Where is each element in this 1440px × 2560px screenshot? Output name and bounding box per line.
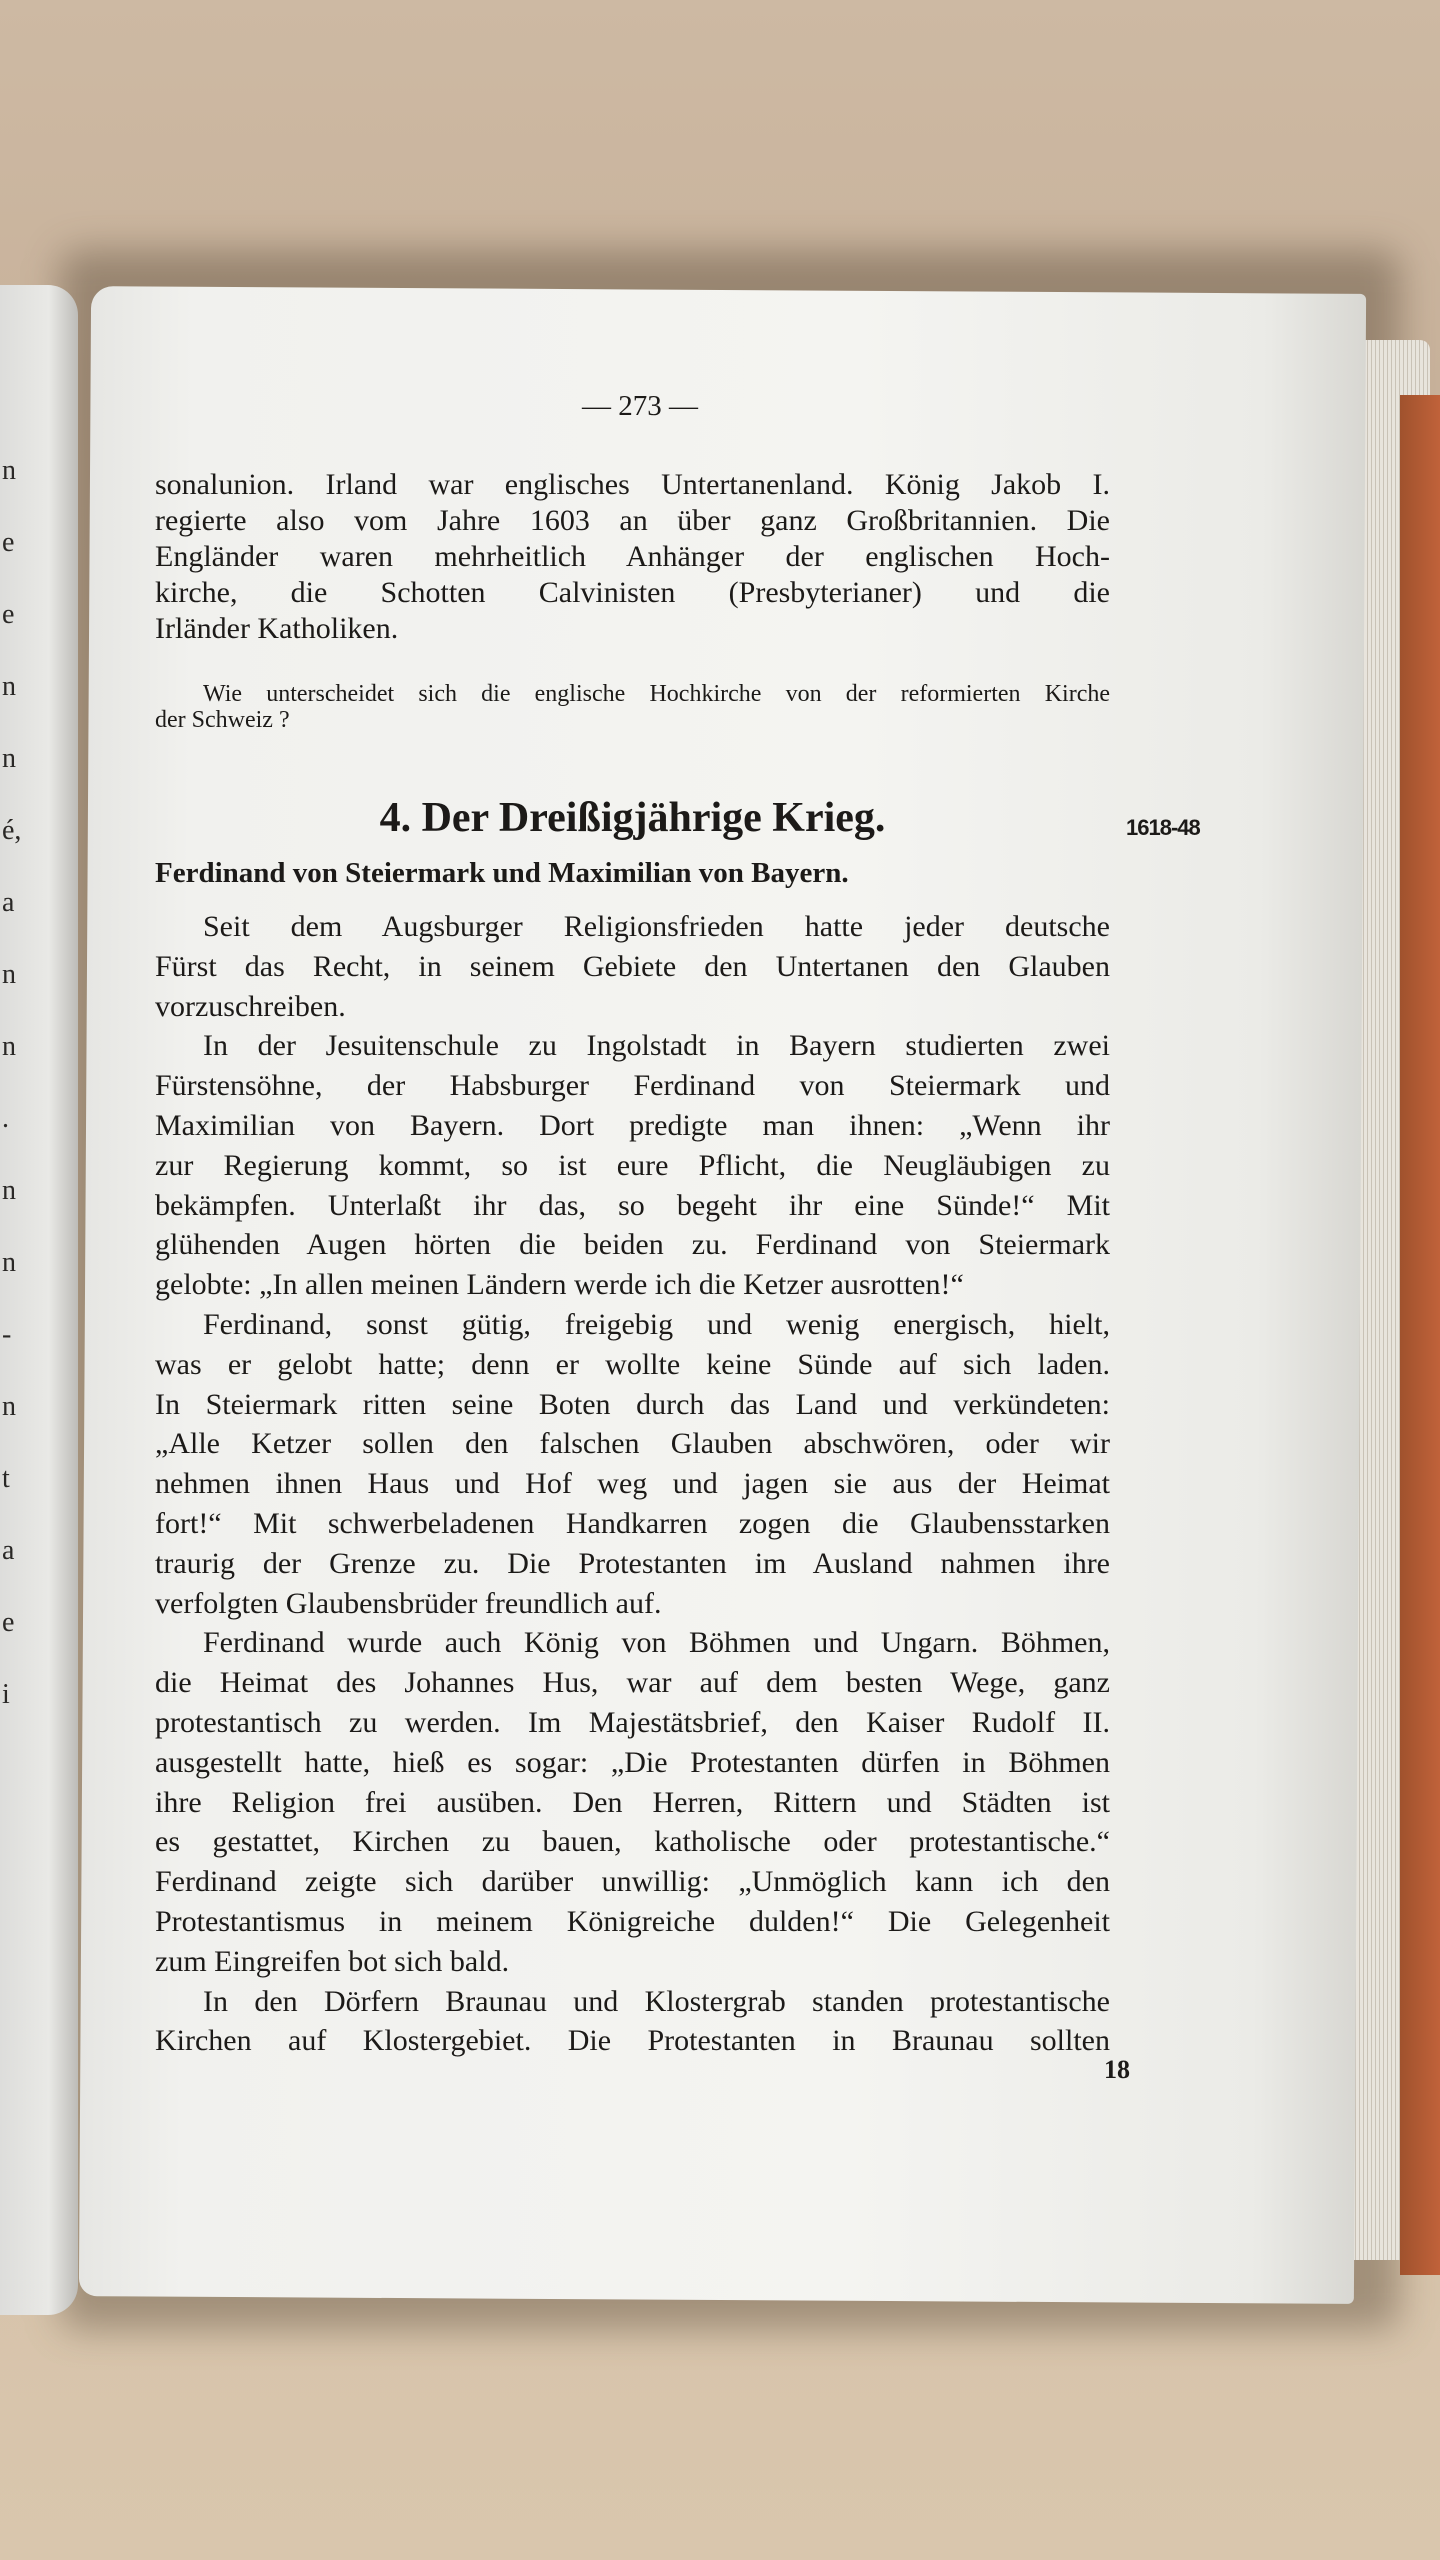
- left-page-fragment: n: [2, 1391, 16, 1422]
- left-page-fragment: e: [2, 527, 15, 558]
- left-page-fragment: a: [2, 1535, 15, 1566]
- left-page-edge: [0, 285, 78, 2315]
- left-page-fragment: t: [2, 1463, 10, 1494]
- body-line: Fürstensöhne, der Habsburger Ferdinand von Steiermark und: [155, 1069, 1110, 1103]
- left-page-fragment: a: [2, 887, 15, 918]
- left-page-fragment: n: [2, 1031, 16, 1062]
- body-line: ihre Religion frei ausüben. Den Herren, Rittern und Städten ist: [155, 1785, 1110, 1819]
- body-line: gelobte: „In allen meinen Ländern werde ich die Ketzer ausrotten!“: [155, 1268, 964, 1302]
- body-line: protestantisch zu werden. Im Majestätsbrief, den Kaiser Rudolf II.: [155, 1706, 1110, 1739]
- left-page-fragment: e: [2, 1607, 15, 1638]
- body-line: glühenden Augen hörten die beiden zu. Ferdinand von Steiermark: [155, 1228, 1110, 1262]
- body-line: die Heimat des Johannes Hus, war auf dem besten Wege, ganz: [155, 1666, 1110, 1700]
- body-line: zur Regierung kommt, so ist eure Pflicht, die Neugläubigen zu: [155, 1148, 1110, 1182]
- page-number: — 273 —: [582, 390, 698, 422]
- body-line: Kirchen auf Klostergebiet. Die Protestanten in Braunau sollten: [155, 2024, 1110, 2058]
- body-line: Ferdinand, sonst gütig, freigebig und wenig energisch, hielt,: [203, 1308, 1110, 1341]
- margin-date: 1618-48: [1126, 815, 1200, 840]
- body-line: „Alle Ketzer sollen den falschen Glauben abschwören, oder wir: [155, 1427, 1110, 1461]
- body-line: was er gelobt hatte; denn er wollte keine Sünde auf sich laden.: [155, 1347, 1110, 1381]
- left-page-fragment: .: [2, 1103, 9, 1134]
- body-line: Maximilian von Bayern. Dort predigte man ihnen: „Wenn ihr: [155, 1109, 1110, 1142]
- body-line: bekämpfen. Unterlaßt ihr das, so begeht ihr eine Sünde!“ Mit: [155, 1188, 1110, 1222]
- left-page-fragment: -: [2, 1319, 12, 1350]
- body-line: verfolgten Glaubensbrüder freundlich auf.: [155, 1586, 662, 1620]
- left-page-fragment: i: [2, 1679, 10, 1710]
- intro-line: regierte also vom Jahre 1603 an über ganz Großbritannien. Die: [155, 504, 1110, 537]
- left-page-fragment: n: [2, 1247, 16, 1278]
- body-line: nehmen ihnen Haus und Hof weg und jagen sie aus der Heimat: [155, 1467, 1110, 1501]
- intro-line: Engländer waren mehrheitlich Anhänger der englischen Hoch-: [155, 540, 1110, 573]
- body-line: In den Dörfern Braunau und Klostergrab standen protestantische: [203, 1984, 1110, 2018]
- body-line: vorzuschreiben.: [155, 989, 346, 1023]
- intro-line: kirche, die Schotten Calvinisten (Presbyterianer) und die: [155, 576, 1110, 609]
- body-line: Protestantismus in meinem Königreiche dulden!“ Die Gelegenheit: [155, 1905, 1110, 1938]
- section-subheading: Ferdinand von Steiermark und Maximilian von Bayern.: [155, 857, 849, 889]
- body-line: Ferdinand wurde auch König von Böhmen und Ungarn. Böhmen,: [203, 1626, 1110, 1660]
- body-line: traurig der Grenze zu. Die Protestanten im Ausland nahmen ihre: [155, 1546, 1110, 1580]
- chapter-heading: 4. Der Dreißigjährige Krieg.: [379, 795, 886, 841]
- body-line: es gestattet, Kirchen zu bauen, katholische oder protestantische.“: [155, 1825, 1110, 1859]
- left-page-fragment: n: [2, 455, 16, 486]
- intro-line: Irländer Katholiken.: [155, 612, 399, 645]
- left-page-fragment: é,: [2, 815, 22, 846]
- body-line: In der Jesuitenschule zu Ingolstadt in Bayern studierten zwei: [203, 1029, 1110, 1063]
- left-page-fragment: e: [2, 599, 15, 630]
- left-page-fragment: n: [2, 959, 16, 990]
- left-page-fragment: n: [2, 1175, 16, 1206]
- body-line: Ferdinand zeigte sich darüber unwillig: „Unmöglich kann ich den: [155, 1865, 1110, 1899]
- body-line: In Steiermark ritten seine Boten durch das Land und verkündeten:: [155, 1387, 1110, 1421]
- left-page-fragment: n: [2, 743, 16, 774]
- book-cover: [1400, 395, 1440, 2275]
- intro-line: sonalunion. Irland war englisches Untertanenland. König Jakob I.: [155, 468, 1110, 501]
- question-line: Wie unterscheidet sich die englische Hochkirche von der reformierten Kirche: [203, 681, 1110, 707]
- left-page-fragment: n: [2, 671, 16, 702]
- body-line: zum Eingreifen bot sich bald.: [155, 1944, 510, 1978]
- body-line: ausgestellt hatte, hieß es sogar: „Die Protestanten dürfen in Böhmen: [155, 1745, 1110, 1779]
- body-line: fort!“ Mit schwerbeladenen Handkarren zogen die Glaubensstarken: [155, 1507, 1110, 1540]
- question-line: der Schweiz ?: [155, 707, 290, 733]
- body-line: Fürst das Recht, in seinem Gebiete den Untertanen den Glauben: [155, 949, 1110, 983]
- signature-mark: 18: [1104, 2055, 1130, 2084]
- body-line: Seit dem Augsburger Religionsfrieden hatte jeder deutsche: [203, 910, 1110, 943]
